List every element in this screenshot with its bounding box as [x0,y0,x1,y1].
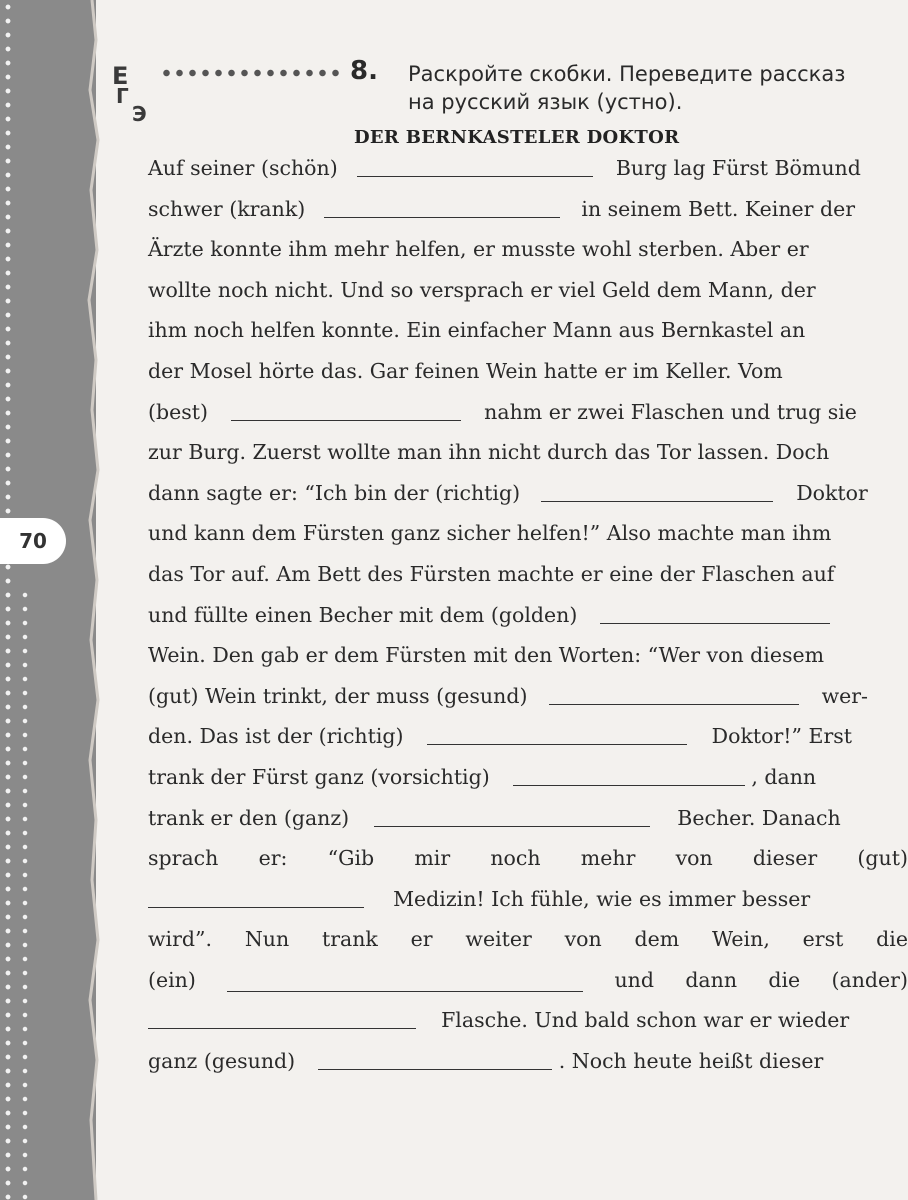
text-segment: , dann [751,764,817,789]
task-instruction-line-1: Раскройте скобки. Переведите рассказ [408,62,846,86]
story-line-5 [148,310,908,351]
text-segment: von [675,846,713,871]
ege-exam-icon [112,62,162,128]
fill-blank-9[interactable] [374,804,650,827]
text-segment: er [410,927,433,952]
story-line-14 [148,676,908,717]
story-line-18 [148,838,908,879]
text-segment: und füllte einen Becher mit dem (golden) [148,602,578,627]
story-text [148,148,908,1082]
text-segment: Doktor [796,480,868,505]
dotted-border-decoration [3,0,13,1200]
story-line-23 [148,1041,908,1082]
text-segment: dann [685,967,738,992]
text-segment: dieser [752,846,818,871]
story-line-8 [148,432,908,473]
task-dots-decoration [160,69,343,77]
story-line-21 [148,960,908,1001]
text-segment: in seinem Bett. Keiner der [581,196,856,221]
fill-blank-5[interactable] [600,601,830,624]
text-segment: zur Burg. Zuerst wollte man ihn nicht durch das Tor lassen. Doch [148,440,830,465]
text-segment: . Noch heute heißt dieser [558,1049,824,1074]
text-segment: Wein. Den gab er dem Fürsten mit den Worten: “Wer von diesem [148,643,825,668]
text-segment: ihm noch helfen konnte. Ein einfacher Mann aus Bernkastel an [148,318,806,343]
text-segment: Burg lag Fürst Bömund [615,156,861,180]
text-segment: Becher. Danach [677,805,841,830]
task-instruction-line-2: на русский язык (устно). [408,90,683,114]
text-segment: den. Das ist der (richtig) [148,724,404,749]
fill-blank-12[interactable] [148,1006,416,1029]
task-instruction [408,60,868,116]
fill-blank-8[interactable] [513,763,745,786]
text-segment: und [614,967,655,992]
torn-paper-edge [78,0,108,1200]
text-segment: (ein) [148,967,196,992]
page-number: 70 [19,529,47,553]
story-line-6 [148,351,908,392]
story-title: DER BERNKASTELER DOKTOR [354,127,680,148]
text-segment: wird”. [148,927,213,952]
story-line-19 [148,879,908,920]
story-line-7 [148,392,908,433]
ege-letter-3: Э [132,102,147,126]
text-segment: (gut) [857,846,908,871]
fill-blank-11[interactable] [227,969,583,992]
story-line-12 [148,595,908,636]
story-line-2 [148,189,908,230]
story-line-9 [148,473,908,514]
text-segment: Medizin! Ich fühle, wie es immer besser [393,886,811,911]
fill-blank-2[interactable] [324,195,560,218]
text-segment: mir [414,846,451,871]
text-segment: von [564,927,602,952]
story-line-20 [148,919,908,960]
text-segment: (gut) Wein trinkt, der muss (gesund) [148,683,528,708]
story-line-13 [148,635,908,676]
fill-blank-10[interactable] [148,885,364,908]
story-line-16 [148,757,908,798]
text-segment: dem [634,927,680,952]
story-line-22 [148,1000,908,1041]
story-line-15 [148,716,908,757]
story-line-17 [148,798,908,839]
text-segment: das Tor auf. Am Bett des Fürsten machte er eine der Flaschen auf [148,561,835,586]
text-segment: sprach [148,846,219,871]
text-segment: der Mosel hörte das. Gar feinen Wein hatte er im Keller. Vom [148,358,783,383]
text-segment: wer- [821,683,868,708]
text-segment: trank er den (ganz) [148,805,350,830]
ege-letter-2: Г [116,84,129,108]
fill-blank-6[interactable] [549,682,799,705]
text-segment: Nun [244,927,290,952]
text-segment: weiter [465,927,532,952]
story-line-1 [148,148,908,189]
fill-blank-1[interactable] [357,154,593,177]
text-segment: trank [321,927,378,952]
text-segment: “Gib [327,846,375,871]
fill-blank-7[interactable] [427,722,687,745]
text-segment: er: [258,846,288,871]
text-segment: erst [802,927,844,952]
story-line-10 [148,513,908,554]
page-number-tab [0,518,66,564]
text-segment: Flasche. Und bald schon war er wieder [441,1008,850,1033]
story-line-11 [148,554,908,595]
fill-blank-3[interactable] [231,398,461,421]
text-segment: ganz (gesund) [148,1049,296,1074]
text-segment: dann sagte er: “Ich bin der (richtig) [148,480,521,505]
ege-letter-1: Е [112,62,129,90]
dotted-border-decoration-lower [18,588,32,1200]
text-segment: (ander) [831,967,908,992]
text-segment: schwer (krank) [148,196,306,221]
fill-blank-13[interactable] [318,1047,552,1070]
text-segment: (best) [148,399,209,424]
fill-blank-4[interactable] [541,479,773,502]
text-segment: mehr [580,846,636,871]
text-segment: wollte noch nicht. Und so versprach er viel Geld dem Mann, der [148,277,816,302]
story-line-4 [148,270,908,311]
text-segment: Auf seiner (schön) [148,156,338,180]
text-segment: Ärzte konnte ihm mehr helfen, er musste wohl sterben. Aber er [148,237,809,262]
story-line-3 [148,229,908,270]
text-segment: nahm er zwei Flaschen und trug sie [484,399,857,424]
text-segment: trank der Fürst ganz (vorsichtig) [148,764,490,789]
task-number: 8. [350,56,378,86]
text-segment: Doktor!” Erst [711,724,853,749]
text-segment: noch [490,846,541,871]
text-segment: und kann dem Fürsten ganz sicher helfen!” Also machte man ihm [148,521,832,546]
text-segment: Wein, [712,927,770,952]
text-segment: die [876,927,908,952]
text-segment: die [768,967,801,992]
